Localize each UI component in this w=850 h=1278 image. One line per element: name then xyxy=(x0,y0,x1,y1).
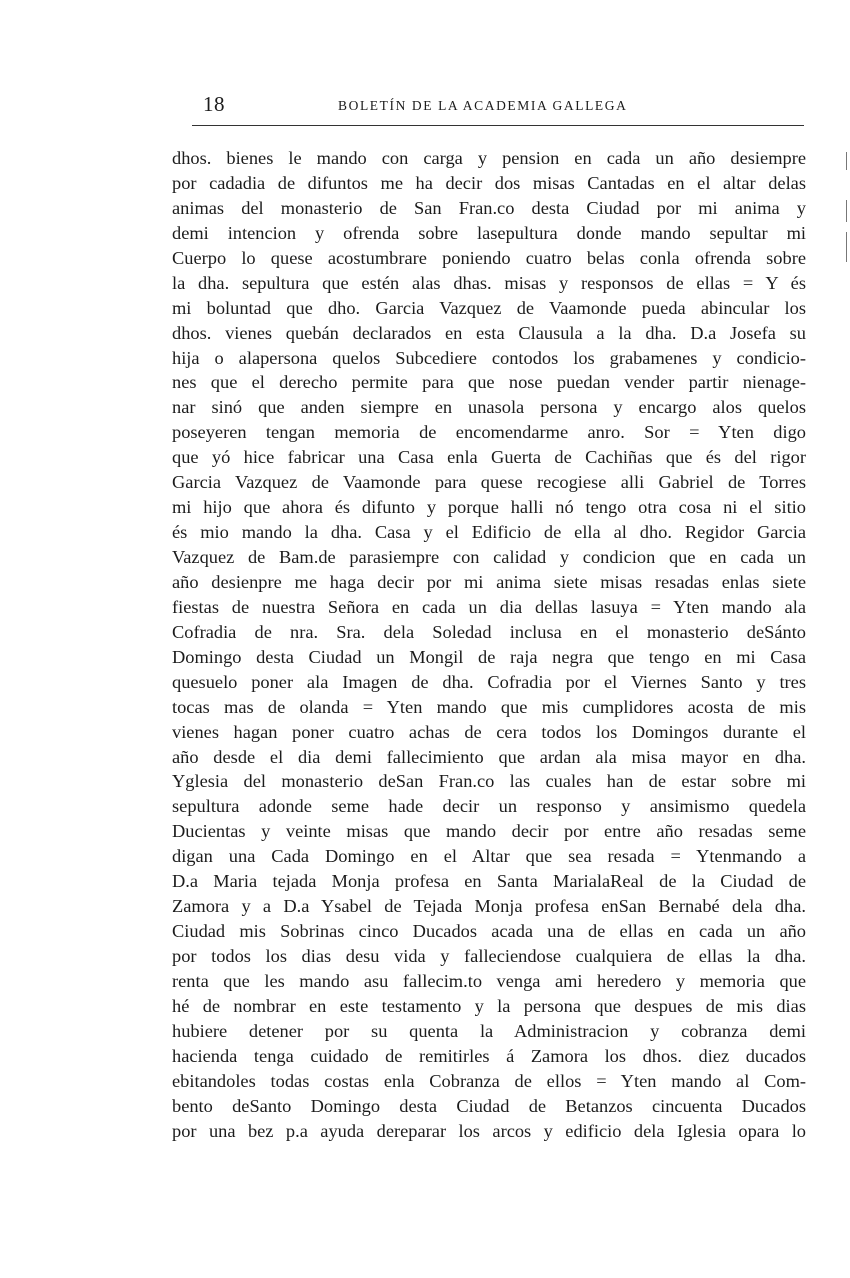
text-line: Cofradia de nra. Sra. dela Soledad inclusa en el monasterio deSánto xyxy=(172,621,806,642)
text-line: sepultura adonde seme hade decir un responso y ansimismo quedela xyxy=(172,796,806,817)
text-line: dhos. vienes quebán declarados en esta Clausula a la dha. D.a Josefa su xyxy=(172,322,806,343)
text-line: dhos. bienes le mando con carga y pension en cada un año desiempre xyxy=(172,148,806,168)
text-line: Ciudad mis Sobrinas cinco Ducados acada una de ellas en cada un año xyxy=(172,921,806,942)
text-line: año desienpre me haga decir por mi anima siete misas resadas enlas siete xyxy=(172,571,806,592)
text-line: mi hijo que ahora és difunto y porque halli nó tengo otra cosa ni el sitio xyxy=(172,497,806,518)
text-line: hubiere detener por su quenta la Administracion y cobranza demi xyxy=(172,1020,806,1041)
running-head: BOLETÍN DE LA ACADEMIA GALLEGA xyxy=(338,98,628,113)
text-line: Yglesia del monasterio deSan Fran.co las cuales han de estar sobre mi xyxy=(172,771,806,792)
text-line: Vazquez de Bam.de parasiempre con calidad y condicion que en cada un xyxy=(172,547,806,567)
text-line: hé de nombrar en este testamento y la persona que despues de mis dias xyxy=(172,995,806,1016)
page-number: 18 xyxy=(203,92,225,116)
text-line: poseyeren tengan memoria de encomendarme anro. Sor = Yten digo xyxy=(172,422,806,443)
text-line: bento deSanto Domingo desta Ciudad de Betanzos cincuenta Ducados xyxy=(172,1095,806,1116)
text-line: demi intencion y ofrenda sobre lasepultura donde mando sepultar mi xyxy=(172,222,806,243)
margin-mark xyxy=(846,152,847,170)
text-line: vienes hagan poner cuatro achas de cera todos los Domingos durante el xyxy=(172,721,806,742)
margin-mark xyxy=(846,200,847,222)
text-line: Ducientas y veinte misas que mando decir por entre año resadas seme xyxy=(172,821,806,842)
text-line: renta que les mando asu fallecim.to venga ami heredero y memoria que xyxy=(172,970,806,991)
text-line: D.a Maria tejada Monja profesa en Santa MarialaReal de la Ciudad de xyxy=(172,871,806,892)
page-header xyxy=(203,92,806,118)
text-line: Cuerpo lo quese acostumbrare poniendo cuatro belas conla ofrenda sobre xyxy=(172,247,806,268)
text-line: nar sinó que anden siempre en unasola persona y encargo alos quelos xyxy=(172,397,806,418)
text-line: que yó hice fabricar una Casa enla Guerta de Cachiñas que és del rigor xyxy=(172,447,806,468)
text-line: nes que el derecho permite para que nose puedan vender partir nienage- xyxy=(172,372,806,393)
text-line: tocas mas de olanda = Yten mando que mis cumplidores acosta de mis xyxy=(172,696,806,717)
text-line: Zamora y a D.a Ysabel de Tejada Monja profesa enSan Bernabé dela dha. xyxy=(172,896,806,917)
text-line: fiestas de nuestra Señora en cada un dia dellas lasuya = Yten mando ala xyxy=(172,596,806,617)
text-line: por todos los dias desu vida y falleciendose cualquiera de ellas la dha. xyxy=(172,946,806,966)
text-line: Garcia Vazquez de Vaamonde para quese recogiese alli Gabriel de Torres xyxy=(172,472,806,493)
text-line: la dha. sepultura que estén alas dhas. misas y responsos de ellas = Y és xyxy=(172,272,806,293)
text-line: digan una Cada Domingo en el Altar que sea resada = Ytenmando a xyxy=(172,846,806,867)
text-line: por una bez p.a ayuda dereparar los arcos y edificio dela Iglesia opara lo xyxy=(172,1120,806,1141)
text-line: hacienda tenga cuidado de remitirles á Zamora los dhos. diez ducados xyxy=(172,1045,806,1066)
text-line: hija o alapersona quelos Subcediere contodos los grabamenes y condicio- xyxy=(172,347,806,368)
text-line: mi boluntad que dho. Garcia Vazquez de Vaamonde pueda abincular los xyxy=(172,297,806,318)
text-line: año desde el dia demi fallecimiento que ardan ala misa mayor en dha. xyxy=(172,746,806,767)
margin-mark xyxy=(846,232,847,262)
body-text xyxy=(172,146,806,1144)
text-line: ebitandoles todas costas enla Cobranza de ellos = Yten mando al Com- xyxy=(172,1070,806,1091)
text-line: animas del monasterio de San Fran.co desta Ciudad por mi anima y xyxy=(172,197,806,218)
text-line: Domingo desta Ciudad un Mongil de raja negra que tengo en mi Casa xyxy=(172,646,806,667)
text-line: por cadadia de difuntos me ha decir dos misas Cantadas en el altar delas xyxy=(172,172,806,193)
text-line: quesuelo poner ala Imagen de dha. Cofradia por el Viernes Santo y tres xyxy=(172,671,806,692)
text-line: és mio mando la dha. Casa y el Edificio de ella al dho. Regidor Garcia xyxy=(172,522,806,543)
header-rule xyxy=(192,125,804,126)
